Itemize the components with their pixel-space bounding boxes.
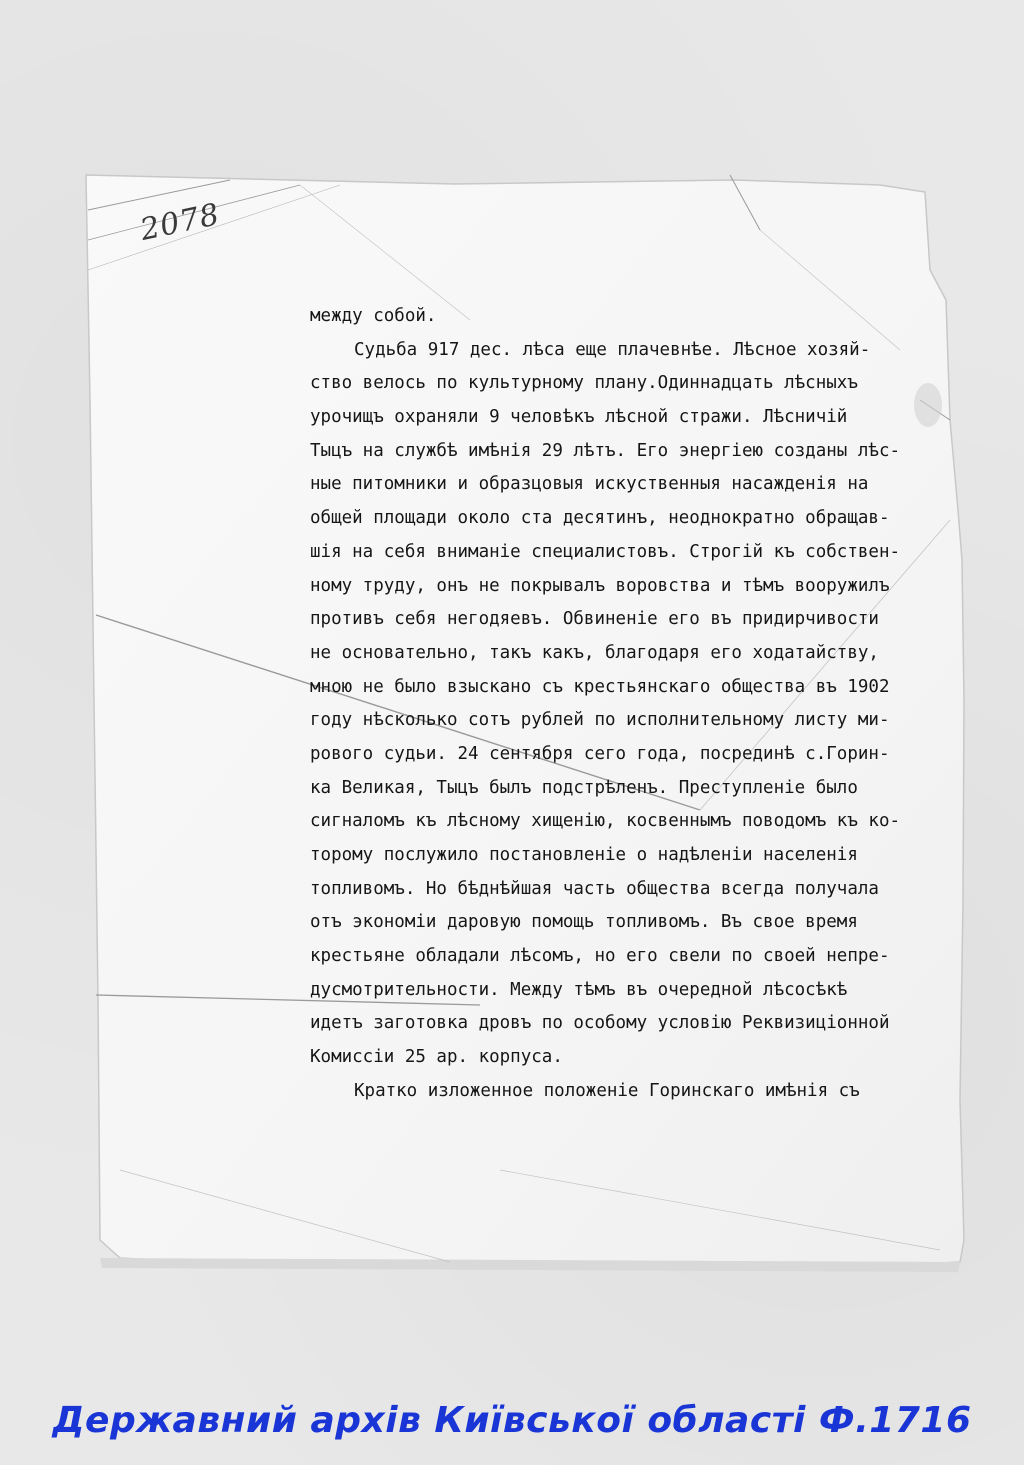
text-line: Комиссiи 25 ар. корпуса. <box>310 1047 563 1068</box>
text-line: Кратко изложенное положенiе Горинскаго имѣнiя съ <box>354 1080 860 1101</box>
text-line: мною не было взыскано съ крестьянскаго общества въ 1902 <box>310 676 890 697</box>
typed-text-body <box>310 300 940 1109</box>
pencil-page-number: 2078 <box>137 197 224 248</box>
archive-caption: Державний архів Київської області Ф.1716 <box>52 1400 972 1441</box>
text-line: году нѣсколько сотъ рублей по исполнительному листу ми- <box>310 710 890 731</box>
text-line: ство велось по культурному плану.Одиннадцать лѣсныхъ <box>310 373 858 394</box>
text-line: ные питомники и образцовыя искуственныя насажденiя на <box>310 474 869 495</box>
text-line: отъ экономiи даровую помощь топливомъ. Въ свое время <box>310 912 858 933</box>
text-line: ному труду, онъ не покрывалъ воровства и тѣмъ вооружилъ <box>310 575 890 596</box>
text-line: рового судьи. 24 сентября сего года, посрединѣ с.Горин- <box>310 743 890 764</box>
text-line: урочищъ охраняли 9 человѣкъ лѣсной стражи. Лѣсничiй <box>310 407 848 428</box>
text-line: шiя на себя вниманiе специалистовъ. Строгiй къ собствен- <box>310 541 901 562</box>
text-line: Тыцъ на службѣ имѣнiя 29 лѣтъ. Его энергiею созданы лѣс- <box>310 440 901 461</box>
text-line: ка Великая, Тыцъ былъ подстрѣленъ. Преступленiе было <box>310 777 858 798</box>
text-line: дусмотрительности. Между тѣмъ въ очередной лѣсосѣкѣ <box>310 979 848 1000</box>
text-line: крестьяне обладали лѣсомъ, но его свели по своей непре- <box>310 946 890 967</box>
text-line: топливомъ. Но бѣднѣйшая часть общества всегда получала <box>310 878 879 899</box>
text-line: Судьба 917 дес. лѣса еще плачевнѣе. Лѣсное хозяй- <box>354 339 871 360</box>
text-line: не основательно, такъ какъ, благодаря его ходатайству, <box>310 642 879 663</box>
text-line: общей площади около ста десятинъ, неоднократно обращав- <box>310 508 890 529</box>
text-line: торому послужило постановленiе о надѣленiи населенiя <box>310 845 858 865</box>
text-line: идетъ заготовка дровъ по особому условiю Реквизицiонной <box>310 1013 890 1034</box>
text-line: противъ себя негодяевъ. Обвиненiе его въ придирчивости <box>310 609 879 630</box>
text-line: сигналомъ къ лѣсному хищенiю, косвеннымъ поводомъ къ ко- <box>310 811 901 832</box>
text-line: между собой. <box>310 306 437 326</box>
